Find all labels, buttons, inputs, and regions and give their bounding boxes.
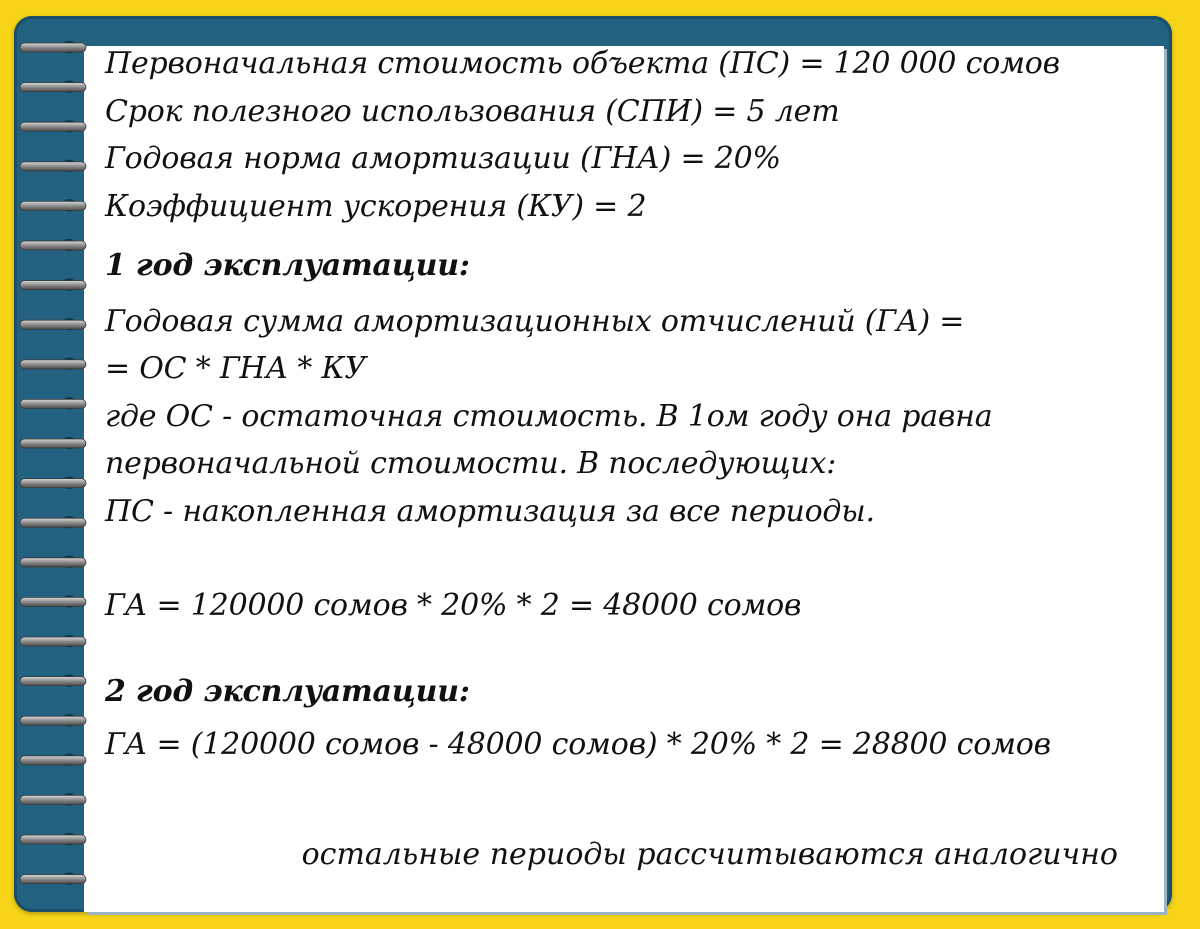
binding-ring [20, 320, 86, 329]
year1-calculation: ГА = 120000 сомов * 20% * 2 = 48000 сомов [105, 588, 802, 623]
year1-heading: 1 год эксплуатации: [105, 248, 470, 283]
binding-ring [20, 795, 86, 804]
document-body [105, 40, 1155, 769]
binding-ring [20, 122, 86, 131]
binding-ring [20, 43, 86, 52]
year1-formula-line: где ОС - остаточная стоимость. В 1ом году она равна [105, 398, 993, 434]
footer-note: остальные периоды рассчитываются аналогично [301, 837, 1118, 872]
binding-ring [20, 875, 86, 884]
param-acceleration-coefficient: Коэффициент ускорения (КУ) = 2 [105, 188, 647, 224]
binding-ring [20, 479, 86, 488]
year1-formula-line: первоначальной стоимости. В последующих: [105, 446, 837, 481]
binding-ring [20, 281, 86, 290]
binding-ring [20, 162, 86, 171]
year1-formula-line: Годовая сумма амортизационных отчислений (ГА) = [105, 303, 965, 339]
binding-ring [20, 637, 86, 646]
binding-ring [20, 201, 86, 210]
year2-calculation: ГА = (120000 сомов - 48000 сомов) * 20% * 2 = 28800 сомов [105, 727, 1051, 762]
binding-ring [20, 558, 86, 567]
binding-ring [20, 835, 86, 844]
binding-ring [20, 756, 86, 765]
binding-ring [20, 83, 86, 92]
binding-ring [20, 677, 86, 686]
spiral-binding-icon [0, 0, 100, 929]
binding-ring [20, 399, 86, 408]
year1-formula-line: = ОС * ГНА * КУ [105, 351, 367, 386]
binding-ring [20, 439, 86, 448]
binding-ring [20, 716, 86, 725]
binding-ring [20, 241, 86, 250]
year1-formula-line: ПС - накопленная амортизация за все периоды. [105, 493, 875, 529]
param-useful-life: Срок полезного использования (СПИ) = 5 лет [105, 93, 840, 129]
year2-heading: 2 год эксплуатации: [105, 673, 470, 709]
binding-ring [20, 360, 86, 369]
binding-ring [20, 597, 86, 606]
param-depreciation-rate: Годовая норма амортизации (ГНА) = 20% [105, 141, 781, 176]
param-initial-cost: Первоначальная стоимость объекта (ПС) = 120 000 сомов [105, 46, 1060, 81]
binding-ring [20, 518, 86, 527]
